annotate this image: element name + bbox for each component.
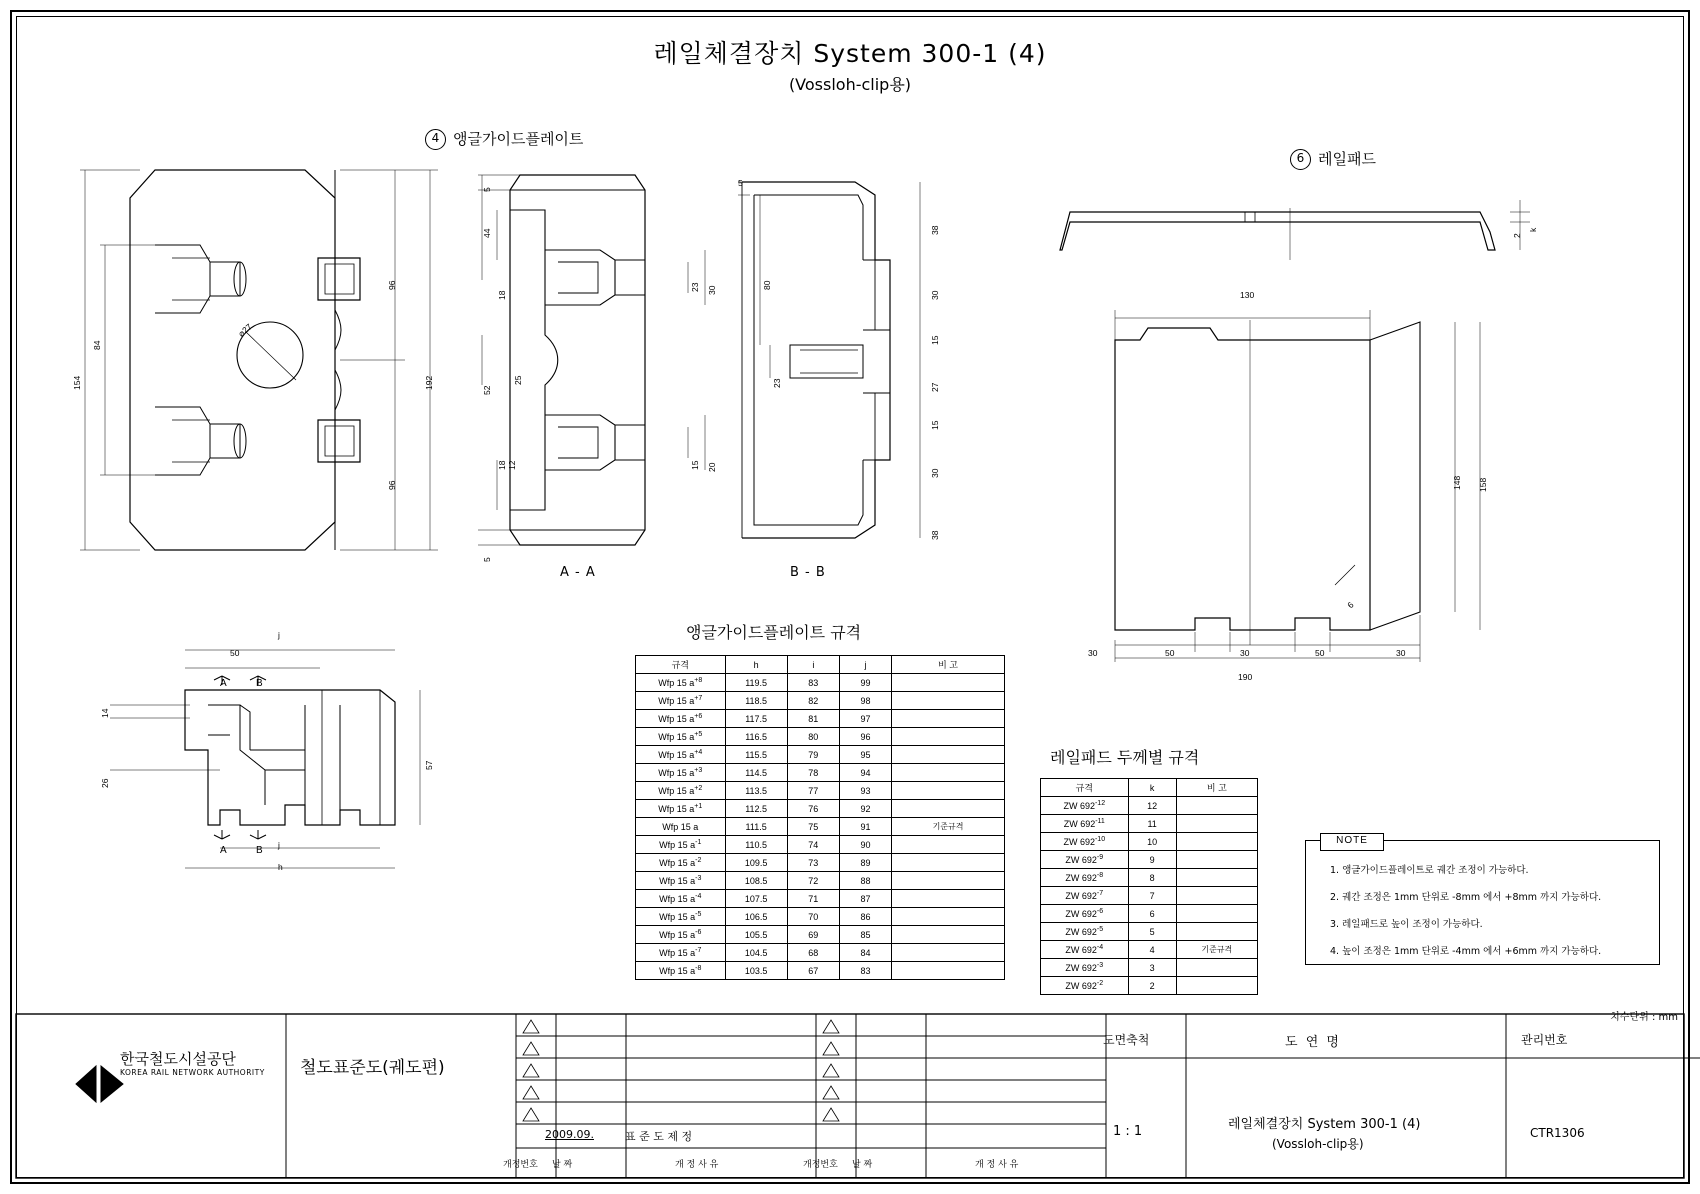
scale-label: 도면축척 [1103,1033,1150,1047]
angle-cell-spec: Wfp 15 $a^{+3}$ [636,764,726,782]
dim-154: 154 [72,375,82,390]
pad-cell-2: 11 [1128,815,1176,833]
angle-cell-2: 114.5 [725,764,787,782]
angle-cell-3: 71 [787,890,839,908]
angle-cell-3: 68 [787,944,839,962]
angle-cell-3: 73 [787,854,839,872]
table-row [636,854,1005,872]
revision-date: 2009.09. [545,1128,594,1141]
dim-bb-15top: 15 [930,335,940,345]
pad-cell-spec: ZW $692^{-10}$ [1041,833,1129,851]
angle-cell-2: 108.5 [725,872,787,890]
pad-cell-2: 6 [1128,905,1176,923]
angle-cell-spec: Wfp 15 $a^{-3}$ [636,872,726,890]
pad-cell-3 [1176,815,1257,833]
table-row [1041,833,1258,851]
angle-cell-4: 98 [839,692,891,710]
angle-cell-spec: Wfp 15 $a^{+2}$ [636,782,726,800]
dim-bb-30top: 30 [930,290,940,300]
table-row [636,908,1005,926]
dim-aa-44: 44 [482,228,492,238]
angle-cell-3: 76 [787,800,839,818]
angle-cell-2: 104.5 [725,944,787,962]
item-number-6: 6 [1290,149,1311,170]
mark-a-bottom: A [220,845,227,856]
pad-cell-spec: ZW $692^{-2}$ [1041,977,1129,995]
angle-cell-3: 78 [787,764,839,782]
table-row [1041,887,1258,905]
angle-cell-5 [892,710,1005,728]
angle-cell-4: 86 [839,908,891,926]
dim-84: 84 [92,340,102,350]
angle-cell-2: 117.5 [725,710,787,728]
angle-cell-2: 107.5 [725,890,787,908]
dim-pad-2: 2 [1512,233,1522,238]
angle-cell-3: 82 [787,692,839,710]
dim-bb-5: 5 [738,178,743,188]
angle-cell-spec: Wfp 15 $a^{+4}$ [636,746,726,764]
dim-pad-30b: 30 [1240,648,1250,658]
dim-aa-18top: 18 [497,290,507,300]
mark-b-top: B [256,678,263,689]
angle-cell-spec: Wfp 15 $a^{+8}$ [636,674,726,692]
pad-cell-3 [1176,887,1257,905]
table-row [1041,851,1258,869]
mark-a-top: A [220,678,227,689]
dim-pad-50a: 50 [1165,648,1175,658]
pad-cell-2: 4 [1128,941,1176,959]
dim-bb-38bot: 38 [930,530,940,540]
angle-cell-4: 90 [839,836,891,854]
pad-table-title: 레일패드 두께별 규격 [1050,748,1200,767]
angle-cell-spec: Wfp 15 $a^{-8}$ [636,962,726,980]
pad-cell-3 [1176,833,1257,851]
table-row [636,944,1005,962]
angle-th-4: 비 고 [892,656,1005,674]
section-label-bb: B - B [790,565,826,580]
angle-cell-5 [892,746,1005,764]
section-aa-drawing [470,150,720,570]
angle-cell-5 [892,782,1005,800]
pad-cell-spec: ZW $692^{-3}$ [1041,959,1129,977]
angle-cell-4: 99 [839,674,891,692]
angle-cell-5 [892,836,1005,854]
scale-value: 1 : 1 [1113,1124,1143,1139]
angle-cell-spec: Wfp 15 $a^{+1}$ [636,800,726,818]
angle-cell-4: 83 [839,962,891,980]
table-row [1041,977,1258,995]
angle-cell-5 [892,908,1005,926]
angle-table-body [636,674,1005,980]
table-row [1041,941,1258,959]
table-row [636,782,1005,800]
pad-cell-3 [1176,905,1257,923]
dim-pad-158: 158 [1478,477,1488,492]
angle-th-2: i [787,656,839,674]
section-label-aa: A - A [560,565,596,580]
angle-cell-3: 79 [787,746,839,764]
angle-cell-2: 119.5 [725,674,787,692]
plan-view-drawing [60,150,480,580]
angle-cell-5 [892,800,1005,818]
dim-pad-148: 148 [1452,475,1462,490]
angle-cell-spec: Wfp 15 $a^{-7}$ [636,944,726,962]
angle-cell-4: 85 [839,926,891,944]
table-row [1041,923,1258,941]
angle-cell-2: 116.5 [725,728,787,746]
table-row [636,836,1005,854]
page-title: 레일체결장치 System 300-1 (4) [653,39,1047,68]
angle-cell-5 [892,674,1005,692]
angle-cell-5 [892,872,1005,890]
pad-cell-2: 8 [1128,869,1176,887]
pad-cell-3 [1176,959,1257,977]
dim-side-j-top: j [278,630,280,640]
angle-cell-2: 106.5 [725,908,787,926]
page-subtitle: (Vossloh-clip용) [788,75,912,94]
pad-cell-spec: ZW $692^{-8}$ [1041,869,1129,887]
angle-th-1: h [725,656,787,674]
dim-bb-38top: 38 [930,225,940,235]
pad-cell-spec: ZW $692^{-4}$ [1041,941,1129,959]
pad-cell-2: 5 [1128,923,1176,941]
dim-pad-k: k [1528,227,1538,232]
table-row [636,818,1005,836]
dim-96-top: 96 [387,280,397,290]
angle-cell-2: 115.5 [725,746,787,764]
mgmt-no-label: 관리번호 [1521,1033,1568,1047]
angle-cell-spec: Wfp 15 $a^{-4}$ [636,890,726,908]
table-row [636,674,1005,692]
angle-cell-5 [892,926,1005,944]
pad-cell-spec: ZW $692^{-6}$ [1041,905,1129,923]
col-reason-2: 개 정 사 유 [975,1160,1019,1170]
section-bb-drawing [730,150,950,570]
angle-cell-2: 103.5 [725,962,787,980]
pad-cell-3 [1176,923,1257,941]
pad-th-2: 비 고 [1176,779,1257,797]
dim-aa-23: 23 [690,282,700,292]
table-row [636,728,1005,746]
pad-cell-3 [1176,869,1257,887]
rail-pad-spec-table [1040,778,1258,995]
dim-bb-15bot: 15 [930,420,940,430]
mark-b-bottom: B [256,845,263,856]
dim-aa-5-top: 5 [482,187,492,192]
view-label-angle-guide-plate [425,128,583,150]
drawing-name-value2: (Vossloh-clip용) [1272,1137,1364,1151]
angle-cell-3: 67 [787,962,839,980]
drawing-name-value: 레일체결장치 System 300-1 (4) [1228,1117,1421,1132]
pad-cell-spec: ZW $692^{-5}$ [1041,923,1129,941]
item-number-4: 4 [425,129,446,150]
note-line-4: 4. 높이 조정은 1mm 단위로 -4mm 에서 +6mm 까지 가능하다. [1330,946,1602,957]
standard-label: 철도표준도(궤도편) [300,1058,445,1078]
table-row [636,926,1005,944]
pad-cell-2: 7 [1128,887,1176,905]
angle-cell-spec: Wfp 15 $a^{+6}$ [636,710,726,728]
angle-cell-3: 69 [787,926,839,944]
angle-cell-2: 118.5 [725,692,787,710]
angle-cell-3: 72 [787,872,839,890]
note-line-3: 3. 레일패드로 높이 조정이 가능하다. [1330,919,1483,930]
angle-cell-4: 89 [839,854,891,872]
dim-side-14: 14 [100,708,110,718]
angle-cell-3: 83 [787,674,839,692]
angle-cell-spec: Wfp 15 $a^{-6}$ [636,926,726,944]
angle-cell-5 [892,728,1005,746]
angle-cell-2: 105.5 [725,926,787,944]
dim-pad-30c: 30 [1396,648,1406,658]
angle-cell-4: 92 [839,800,891,818]
angle-cell-4: 97 [839,710,891,728]
dim-aa-15: 15 [690,460,700,470]
bottom-view-drawing [90,630,450,890]
titleblock-grid [16,1014,1684,1178]
org-name-kr: 한국철도시설공단 [120,1050,236,1068]
angle-cell-5 [892,764,1005,782]
pad-cell-3 [1176,797,1257,815]
pad-cell-spec: ZW $692^{-12}$ [1041,797,1129,815]
angle-th-3: j [839,656,891,674]
angle-cell-spec: Wfp 15 $a^{+7}$ [636,692,726,710]
angle-cell-3: 81 [787,710,839,728]
angle-cell-spec: Wfp 15 $a^{+5}$ [636,728,726,746]
table-row [1041,905,1258,923]
table-row [636,890,1005,908]
note-line-2: 2. 궤간 조정은 1mm 단위로 -8mm 에서 +8mm 까지 가능하다. [1330,892,1602,903]
angle-cell-2: 113.5 [725,782,787,800]
dim-pad-30a: 30 [1088,648,1098,658]
angle-cell-5 [892,944,1005,962]
dim-side-50: 50 [230,648,240,658]
dim-pad-6: 6 [1345,599,1356,611]
table-row [1041,959,1258,977]
drawing-name-label: 도 연 명 [1285,1035,1341,1050]
rail-pad-section-drawing [1040,190,1570,280]
dim-bb-80: 80 [762,280,772,290]
table-row [1041,797,1258,815]
angle-cell-2: 110.5 [725,836,787,854]
revision-reason: 표 준 도 제 정 [625,1130,693,1143]
angle-cell-2: 109.5 [725,854,787,872]
pad-th-0: 규격 [1041,779,1129,797]
view-label-text-2: 레일패드 [1318,150,1376,168]
dim-bb-30bot: 30 [930,468,940,478]
pad-cell-spec: ZW $692^{-7}$ [1041,887,1129,905]
dim-pad-190: 190 [1238,672,1253,682]
table-row [636,746,1005,764]
pad-th-1: k [1128,779,1176,797]
dim-aa-20: 20 [707,462,717,472]
angle-cell-spec: Wfp 15 $a^{-1}$ [636,836,726,854]
col-date-2: 날 짜 [852,1160,873,1170]
angle-guide-plate-spec-table [635,655,1005,980]
dim-bb-23: 23 [772,378,782,388]
table-row [1041,815,1258,833]
dim-aa-25: 25 [513,375,523,385]
dim-pad-50b: 50 [1315,648,1325,658]
table-row [636,800,1005,818]
angle-cell-spec: Wfp 15 a [636,818,726,836]
pad-cell-3 [1176,977,1257,995]
pad-table-header-row [1041,779,1258,797]
angle-cell-4: 84 [839,944,891,962]
pad-cell-2: 10 [1128,833,1176,851]
view-label-text: 앵글가이드플레이트 [453,130,584,148]
angle-cell-3: 70 [787,908,839,926]
angle-cell-5 [892,890,1005,908]
pad-cell-2: 12 [1128,797,1176,815]
angle-cell-3: 77 [787,782,839,800]
angle-th-0: 규격 [636,656,726,674]
note-header: NOTE [1320,833,1384,851]
dim-192: 192 [424,375,434,390]
table-row [636,962,1005,980]
angle-cell-4: 96 [839,728,891,746]
angle-cell-4: 94 [839,764,891,782]
col-reason: 개 정 사 유 [675,1160,719,1170]
dim-aa-5-bot: 5 [482,557,492,562]
dim-aa-18bot: 18 [497,460,507,470]
dim-side-j-bot: j [278,840,280,850]
table-row [636,872,1005,890]
angle-cell-4: 91 [839,818,891,836]
pad-table-body [1041,797,1258,995]
table-row [636,710,1005,728]
angle-cell-4: 93 [839,782,891,800]
mgmt-no-value: CTR1306 [1530,1126,1585,1140]
dim-aa-52: 52 [482,385,492,395]
pad-cell-2: 2 [1128,977,1176,995]
angle-cell-5 [892,692,1005,710]
org-name-en: KOREA RAIL NETWORK AUTHORITY [120,1068,265,1077]
dim-aa-12: 12 [507,460,517,470]
table-row [636,764,1005,782]
dim-aa-30: 30 [707,285,717,295]
col-rev-no: 개정번호 [503,1160,538,1170]
dim-side-h: h [278,862,283,872]
angle-cell-2: 111.5 [725,818,787,836]
angle-cell-4: 88 [839,872,891,890]
dim-bb-27: 27 [930,382,940,392]
angle-cell-5 [892,854,1005,872]
table-row [1041,869,1258,887]
angle-cell-2: 112.5 [725,800,787,818]
angle-cell-spec: Wfp 15 $a^{-2}$ [636,854,726,872]
angle-cell-3: 80 [787,728,839,746]
angle-cell-3: 75 [787,818,839,836]
pad-cell-spec: ZW $692^{-9}$ [1041,851,1129,869]
col-rev-no-2: 개정번호 [803,1160,838,1170]
angle-cell-5 [892,962,1005,980]
dim-side-57: 57 [424,760,434,770]
dim-96-bottom: 96 [387,480,397,490]
dim-side-26: 26 [100,778,110,788]
angle-table-header-row [636,656,1005,674]
dim-pad-130: 130 [1240,290,1255,300]
angle-cell-3: 74 [787,836,839,854]
angle-cell-5: 기준규격 [892,818,1005,836]
angle-cell-4: 95 [839,746,891,764]
dim-dia27: ⌀27 [236,321,254,339]
pad-cell-2: 3 [1128,959,1176,977]
pad-cell-2: 9 [1128,851,1176,869]
unit-note: 치수단위 : mm [1610,1012,1678,1023]
view-label-rail-pad [1290,148,1376,170]
angle-table-title: 앵글가이드플레이트 규격 [686,623,862,642]
pad-cell-spec: ZW $692^{-11}$ [1041,815,1129,833]
pad-cell-3: 기준규격 [1176,941,1257,959]
pad-cell-3 [1176,851,1257,869]
angle-cell-spec: Wfp 15 $a^{-5}$ [636,908,726,926]
col-date: 날 짜 [552,1160,573,1170]
angle-cell-4: 87 [839,890,891,908]
table-row [636,692,1005,710]
note-line-1: 1. 앵글가이드플레이트로 궤간 조정이 가능하다. [1330,865,1529,876]
